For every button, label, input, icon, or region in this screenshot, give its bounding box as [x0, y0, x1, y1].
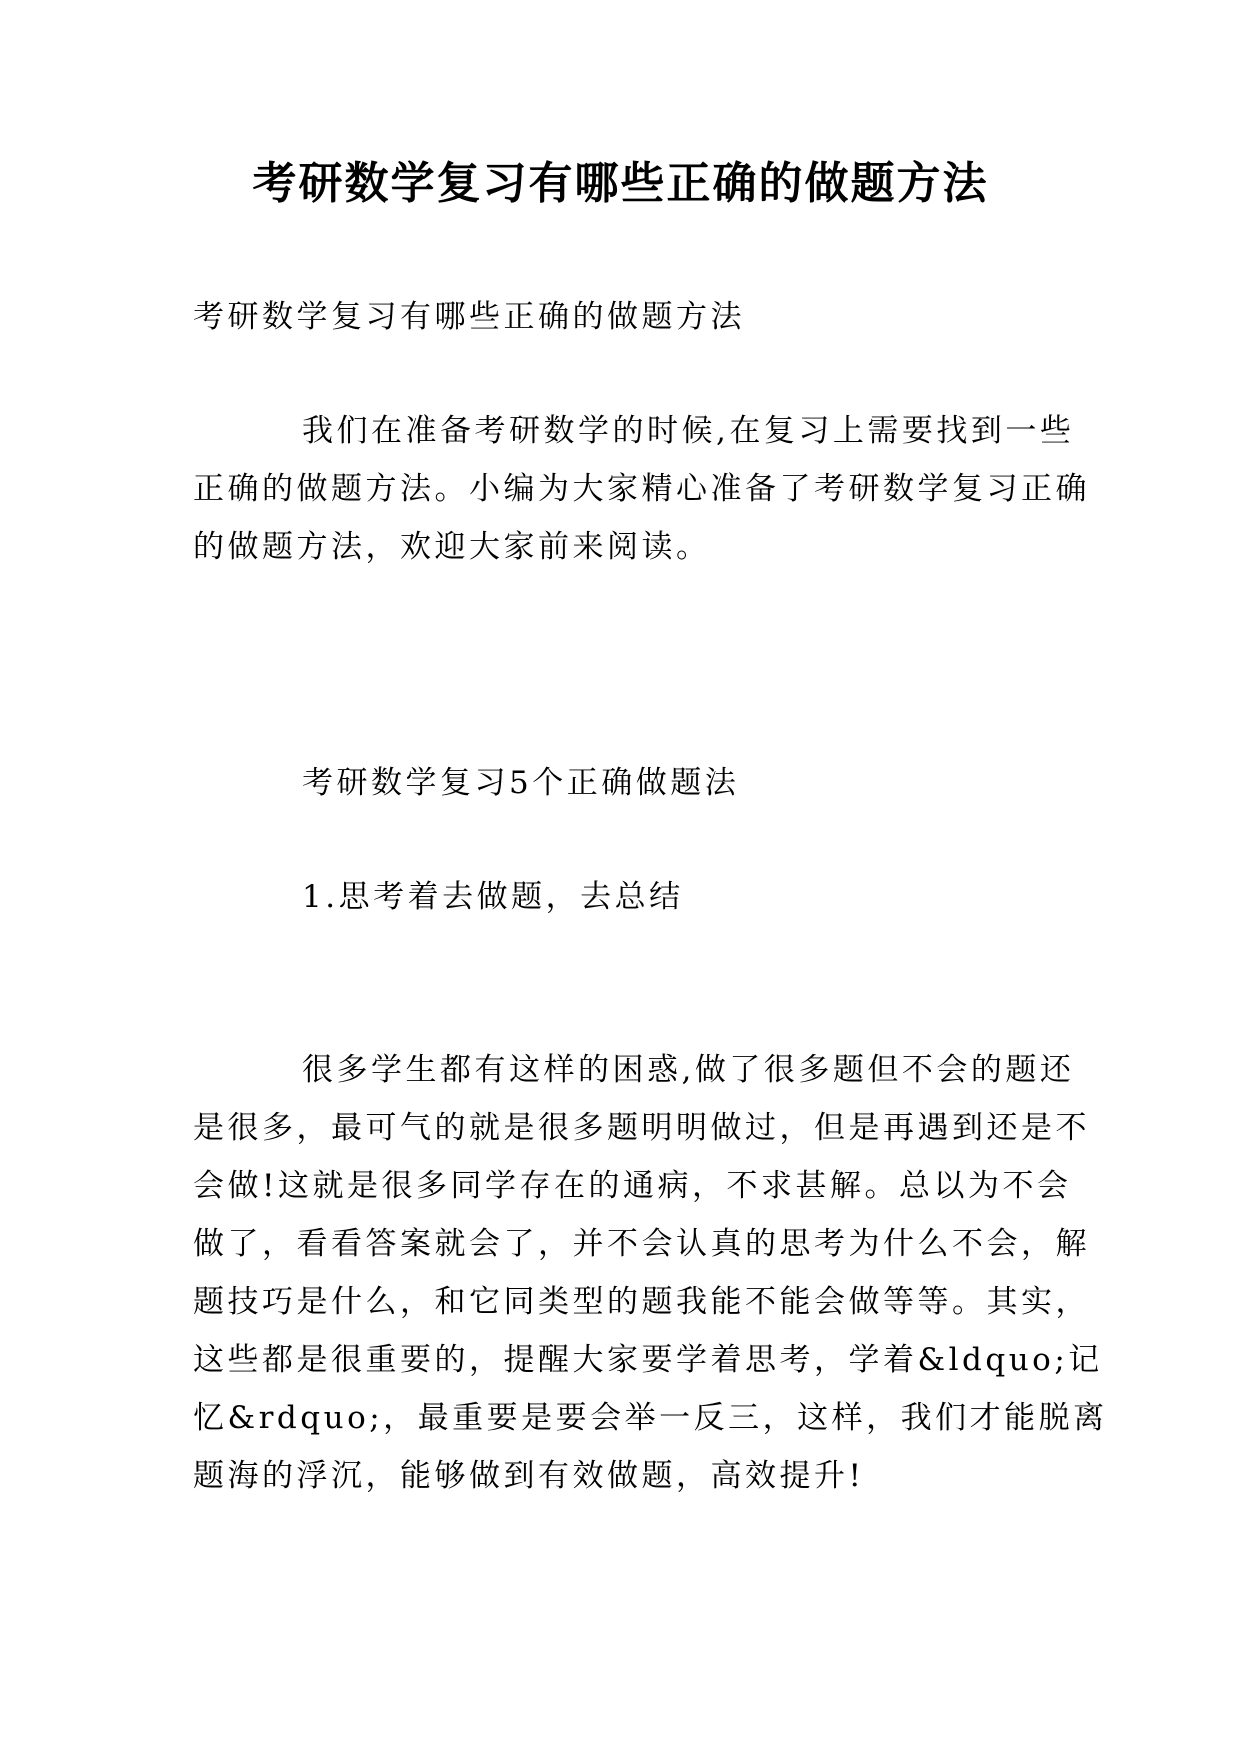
body-line: 题海的浮沉，能够做到有效做题，高效提升!	[193, 1458, 865, 1494]
intro-line: 我们在准备考研数学的时候,在复习上需要找到一些	[302, 413, 1075, 449]
intro-line: 的做题方法，欢迎大家前来阅读。	[193, 529, 711, 565]
body-line: 会做!这就是很多同学存在的通病，不求甚解。总以为不会	[193, 1168, 1072, 1204]
body-line: 做了，看看答案就会了，并不会认真的思考为什么不会，解	[193, 1226, 1090, 1262]
body-line: 题技巧是什么，和它同类型的题我能不能会做等等。其实，	[193, 1284, 1090, 1320]
intro-line: 正确的做题方法。小编为大家精心准备了考研数学复习正确	[193, 471, 1090, 507]
body-line: 是很多，最可气的就是很多题明明做过，但是再遇到还是不	[193, 1110, 1090, 1146]
document-title: 考研数学复习有哪些正确的做题方法	[252, 158, 989, 209]
body-line: 很多学生都有这样的困惑,做了很多题但不会的题还	[302, 1052, 1075, 1088]
item-heading: 1.思考着去做题，去总结	[302, 879, 684, 915]
body-line: 忆&rdquo;，最重要是要会举一反三，这样，我们才能脱离	[193, 1400, 1108, 1436]
document-subtitle: 考研数学复习有哪些正确的做题方法	[193, 299, 745, 335]
section-heading: 考研数学复习5个正确做题法	[302, 765, 740, 801]
body-line: 这些都是很重要的，提醒大家要学着思考，学着&ldquo;记	[193, 1342, 1103, 1378]
